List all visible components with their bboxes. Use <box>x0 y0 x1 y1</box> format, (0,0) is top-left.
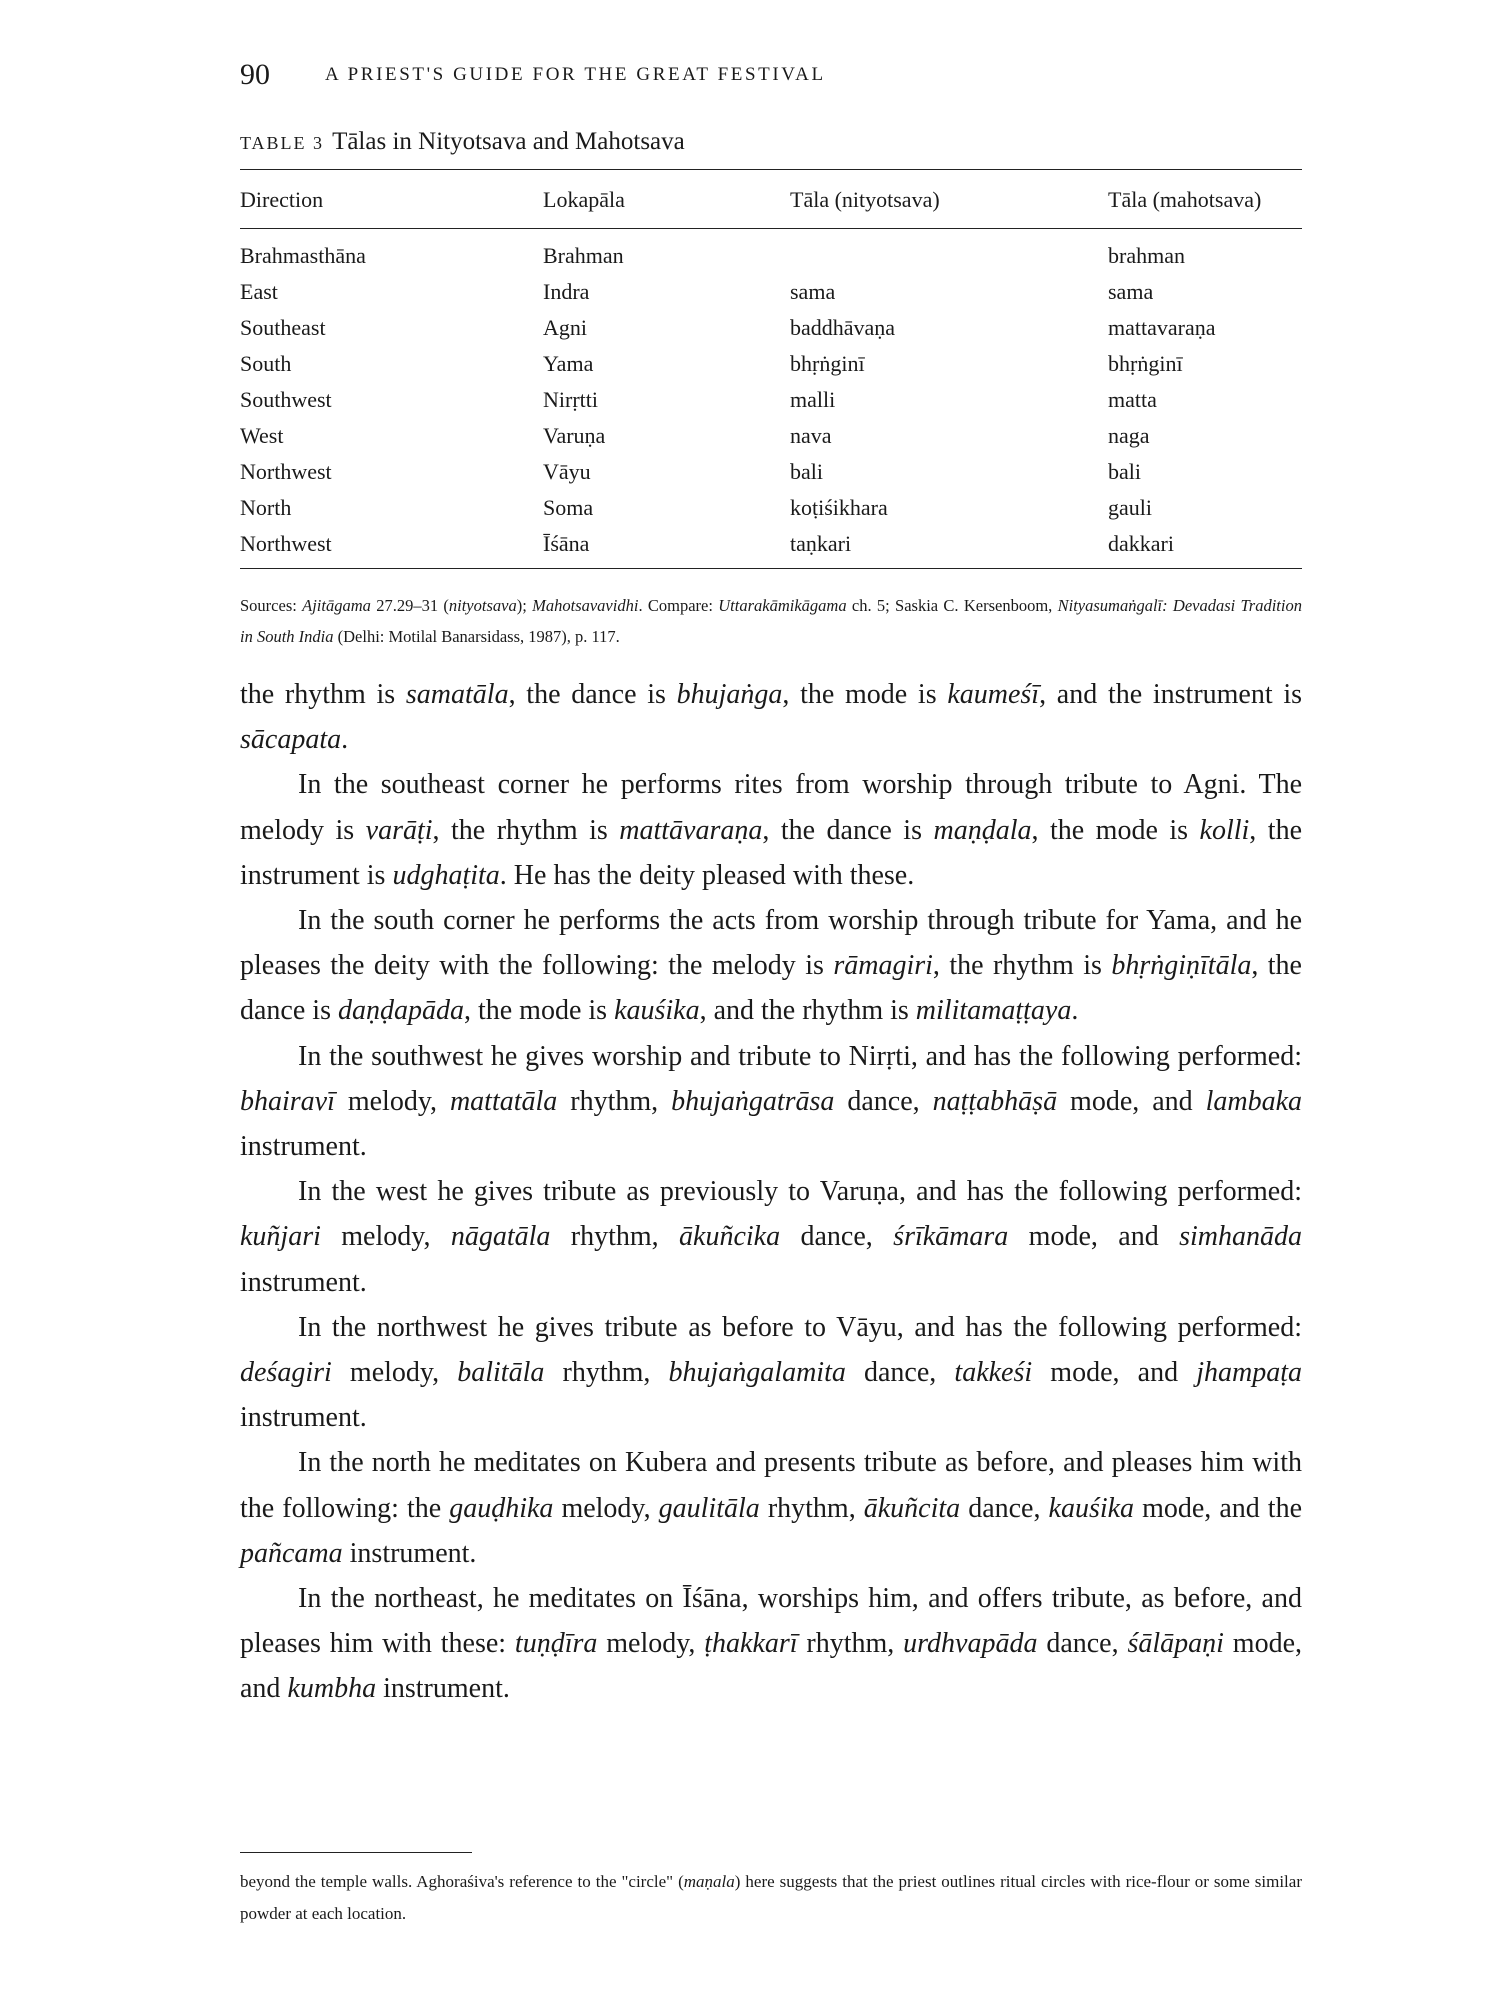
table-row <box>240 243 1302 277</box>
table-cell: Northwest <box>240 459 332 484</box>
table-row <box>240 531 1302 565</box>
table-sources: Sources: Ajitāgama 27.29–31 (nityotsava); Mahotsavavidhi. Compare: Uttarakāmikāgama ch. 5; Saskia C. Kersenboom, Nityasumaṅgalī: Devadasi Tradition in South India (Delhi: Motilal Banarsidass, 1987), p. 117. <box>240 596 1302 646</box>
table-cell: sama <box>790 279 836 304</box>
table-cell: South <box>240 351 292 376</box>
table-cell: nava <box>790 423 832 448</box>
table-cell: brahman <box>1108 243 1185 268</box>
table-cell: Vāyu <box>543 459 591 484</box>
table-cell: bali <box>790 459 823 484</box>
paragraph: In the south corner he performs the acts from worship through tribute for Yama, and he pleases the deity with the following: the melody is rāmagiri, the rhythm is bhṛṅgiṇītāla, the dance is daṇḍapāda, the mode is kauśika, and the rhythm is militamaṭṭaya. <box>240 905 1302 1027</box>
table-cell: sama <box>1108 279 1154 304</box>
table-cell: Nirṛtti <box>543 387 598 412</box>
table-label: TABLE 3 <box>240 133 325 153</box>
column-header: Direction <box>240 187 324 212</box>
table-cell: North <box>240 495 292 520</box>
running-title: A PRIEST'S GUIDE FOR THE GREAT FESTIVAL <box>325 64 826 85</box>
table-cell: Northwest <box>240 531 332 556</box>
table-cell: Southeast <box>240 315 326 340</box>
table-cell: Soma <box>543 495 594 520</box>
table-cell: Brahman <box>543 243 624 268</box>
table-row <box>240 387 1302 421</box>
table-header-rule <box>240 228 1302 229</box>
paragraph: In the northwest he gives tribute as before to Vāyu, and has the following performed: deśagiri melody, balitāla rhythm, bhujaṅgalamita dance, takkeśi mode, and jhampaṭa instrument. <box>240 1311 1302 1434</box>
body-text <box>240 672 1302 1712</box>
paragraph: In the northeast, he meditates on Īśāna, worships him, and offers tribute, as before, and pleases him with these: tuṇḍīra melody, ṭhakkarī rhythm, urdhvapāda dance, śālāpaṇi mode, and kumbha instrument. <box>240 1583 1302 1705</box>
table-header <box>240 187 1302 221</box>
footnote-rule <box>240 1852 472 1853</box>
table-cell: Southwest <box>240 387 332 412</box>
table-row <box>240 315 1302 349</box>
column-header: Tāla (nityotsava) <box>790 187 940 212</box>
table-cell: malli <box>790 387 836 412</box>
table-cell: koṭiśikhara <box>790 495 888 520</box>
page-number: 90 <box>240 58 270 91</box>
paragraph: In the southeast corner he performs rites from worship through tribute to Agni. The melody is varāṭi, the rhythm is mattāvaraṇa, the dance is maṇḍala, the mode is kolli, the instrument is udghaṭita. He has the deity pleased with these. <box>240 769 1302 891</box>
table-cell: matta <box>1108 387 1157 412</box>
table-cell: East <box>240 279 278 304</box>
table-cell: naga <box>1108 423 1150 448</box>
table-cell: bhṛṅginī <box>790 351 865 376</box>
column-header: Tāla (mahotsava) <box>1108 187 1262 212</box>
table-cell: Indra <box>543 279 590 304</box>
table-cell: West <box>240 423 284 448</box>
paragraph: In the southwest he gives worship and tribute to Nirṛti, and has the following performed: bhairavī melody, mattatāla rhythm, bhujaṅgatrāsa dance, naṭṭabhāṣā mode, and lambaka instrument. <box>240 1040 1302 1163</box>
table-cell: Agni <box>543 315 587 340</box>
table-title: Tālas in Nityotsava and Mahotsava <box>332 128 685 155</box>
table-cell: baddhāvaṇa <box>790 315 896 340</box>
table-row <box>240 459 1302 493</box>
column-header: Lokapāla <box>543 187 625 212</box>
running-head <box>240 58 1300 98</box>
paragraph: In the north he meditates on Kubera and presents tribute as before, and pleases him with the following: the gauḍhika melody, gaulitāla rhythm, ākuñcita dance, kauśika mode, and the pañcama instrument. <box>240 1447 1302 1569</box>
table-cell: taṇkari <box>790 531 852 556</box>
table-cell: gauli <box>1108 495 1152 520</box>
table-row <box>240 279 1302 313</box>
table-cell: mattavaraṇa <box>1108 315 1216 340</box>
table-cell: dakkari <box>1108 531 1174 556</box>
table-bottom-rule <box>240 568 1302 569</box>
table-cell: Īśāna <box>543 531 590 556</box>
table-top-rule <box>240 169 1302 170</box>
table-row <box>240 351 1302 385</box>
paragraph: In the west he gives tribute as previously to Varuṇa, and has the following performed: kuñjari melody, nāgatāla rhythm, ākuñcika dance, śrīkāmara mode, and simhanāda instrument. <box>240 1176 1302 1298</box>
table-cell: bali <box>1108 459 1141 484</box>
table-caption <box>240 128 685 156</box>
paragraph: the rhythm is samatāla, the dance is bhujaṅga, the mode is kaumeśī, and the instrument is sācapata. <box>240 679 1303 756</box>
table-row <box>240 423 1302 457</box>
table-row <box>240 495 1302 529</box>
table-cell: Brahmasthāna <box>240 243 366 268</box>
table-cell: Varuṇa <box>543 423 606 448</box>
footnote: beyond the temple walls. Aghoraśiva's reference to the "circle" (maṇala) here suggests that the priest outlines ritual circles with rice-flour or some similar powder at each location. <box>240 1872 1302 1923</box>
table-cell: Yama <box>543 351 594 376</box>
table-cell: bhṛṅginī <box>1108 351 1183 376</box>
